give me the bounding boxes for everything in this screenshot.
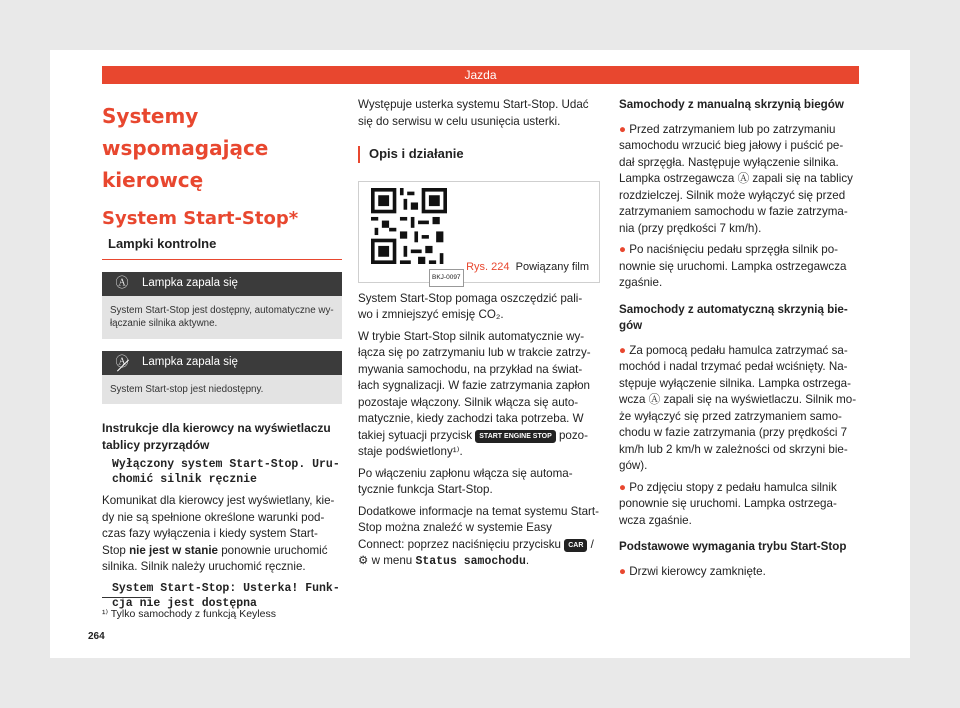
paragraph-1: System Start-Stop pomaga oszczędzić pali- wo i zmniejszyć emisję CO₂. [358,291,583,321]
start-engine-stop-button-icon: START ENGINE STOP [475,430,555,443]
bullet-icon: ● [619,122,630,136]
bullet-icon: ● [619,243,630,256]
manual-item-1: ● Przed zatrzymaniem lub po zatrzymaniu samochodu wrzucić bieg jałowy i puścić pe- dał sprzęgła. Następuje wyłączenie silnika. Lampka ostrzegawcza Ⓐ zapali się na tablicy rozdzielczej. Silnik może wyłączyć się przed zatrzymaniem samochodu w fazie zatrzyma- nia (przy prędkości 7 km/h). [619,122,853,235]
lamps-heading: Lampki kontrolne [102,236,342,260]
lamp-description: System Start-stop jest niedostępny. [102,375,342,405]
section-title: System Start-Stop* [102,208,299,229]
column-right [619,97,859,585]
automatic-heading: Samochody z automatyczną skrzynią bie- gów [619,302,848,332]
fault-text: Występuje usterka systemu Start-Stop. Udać się do serwisu w celu usunięcia usterki. [358,98,589,128]
menu-name: Status samochodu [415,555,526,568]
bullet-icon: ● [619,480,630,494]
automatic-item-1: ● Za pomocą pedału hamulca zatrzymać sa- mochód i nadal trzymać pedał wciśnięty. Na- stępuje wyłączenie silnika. Lampka ostrzega- wcza Ⓐ zapali się na wyświetlaczu. Silnik mo- że wyłączyć się przed zatrzymaniem samo- chodu w fazie zatrzymania (przy prędkości 7 km/h lub 2 km/h w zależności od skrzyni bie- gów). [619,343,857,472]
page-number: 264 [88,631,105,642]
requirement-item-1: ● Drzwi kierowcy zamknięte. [619,564,766,578]
paragraph-4: Dodatkowe informacje na temat systemu Start-Stop można znaleźć w systemie Easy Connect: poprzez naciśnięciu przycisku CAR / ⚙ w menu Status samochodu. [358,504,599,568]
lamp-box-1 [102,272,342,339]
start-stop-off-icon: Ⓐ [102,354,142,371]
lamp-box-2 [102,351,342,405]
figure-number: Rys. 224 [466,261,510,273]
bullet-icon: ● [619,564,630,578]
figure-caption-text: Powiązany film [515,261,589,273]
footnote: ¹⁾ Tylko samochody z funkcją Keyless [102,608,276,620]
lamp-description: System Start-Stop jest dostępny, automatyczne wy- łączanie silnika aktywne. [102,296,342,339]
car-button-icon: CAR [564,539,587,552]
requirements-heading: Podstawowe wymagania trybu Start-Stop [619,540,847,553]
automatic-item-2: ● Po zdjęciu stopy z pedału hamulca silnik ponownie się uruchomi. Lampka ostrzega- wcza zgaśnie. [619,480,837,527]
section-heading: Opis i działanie [358,146,600,163]
manual-item-2: ● Po naciśnięciu pedału sprzęgła silnik po- nownie się uruchomi. Lampka ostrzegawcza zgaśnie. [619,243,847,289]
manual-heading: Samochody z manualną skrzynią biegów [619,98,844,111]
bullet-icon: ● [619,343,630,357]
footnote-divider [102,597,150,598]
figure-code: BKJ-0097 [429,269,464,288]
message-explanation: Komunikat dla kierowcy jest wyświetlany, kie- dy nie są spełnione określone warunki pod- czas fazy wyłączenia i kiedy system Start- Stop nie jest w stanie ponownie uruchomić silnika. Silnik należy uruchomić ręcznie. [102,494,335,573]
paragraph-3: Po włączeniu zapłonu włącza się automa- tycznie funkcja Start-Stop. [358,466,573,496]
column-left [102,100,342,611]
lamp-label: Lampka zapala się [142,356,238,369]
column-middle [358,97,600,575]
figure-224 [358,181,600,283]
paragraph-2: W trybie Start-Stop silnik automatycznie wy- łącza się po zatrzymaniu lub w trakcie zatrzy- mywania samochodu, na przykład na świat- łach sygnalizacji. W fazie zatrzymania zapłon pozostaje włączony. Silnik włącza się auto- matycznie, kiedy zachodzi taka potrzeba. W takiej sytuacji przycisk START ENGINE STOP pozo- staje podświetlony¹⁾. [358,329,591,458]
driver-message-2: System Start-Stop: Usterka! Funk- cja nie jest dostępna [112,581,340,610]
figure-caption [466,259,589,276]
section-header: Jazda [102,66,859,84]
display-heading: Instrukcje dla kierowcy na wyświetlaczu tablicy przyrządów [102,421,331,452]
qr-code-icon[interactable] [371,188,447,264]
driver-message-1: Wyłączony system Start-Stop. Uru- chomić silnik ręcznie [112,458,340,486]
lamp-label: Lampka zapala się [142,277,238,290]
page-title: Systemy wspomagające kierowcę [102,104,269,192]
start-stop-icon: Ⓐ [115,275,129,291]
